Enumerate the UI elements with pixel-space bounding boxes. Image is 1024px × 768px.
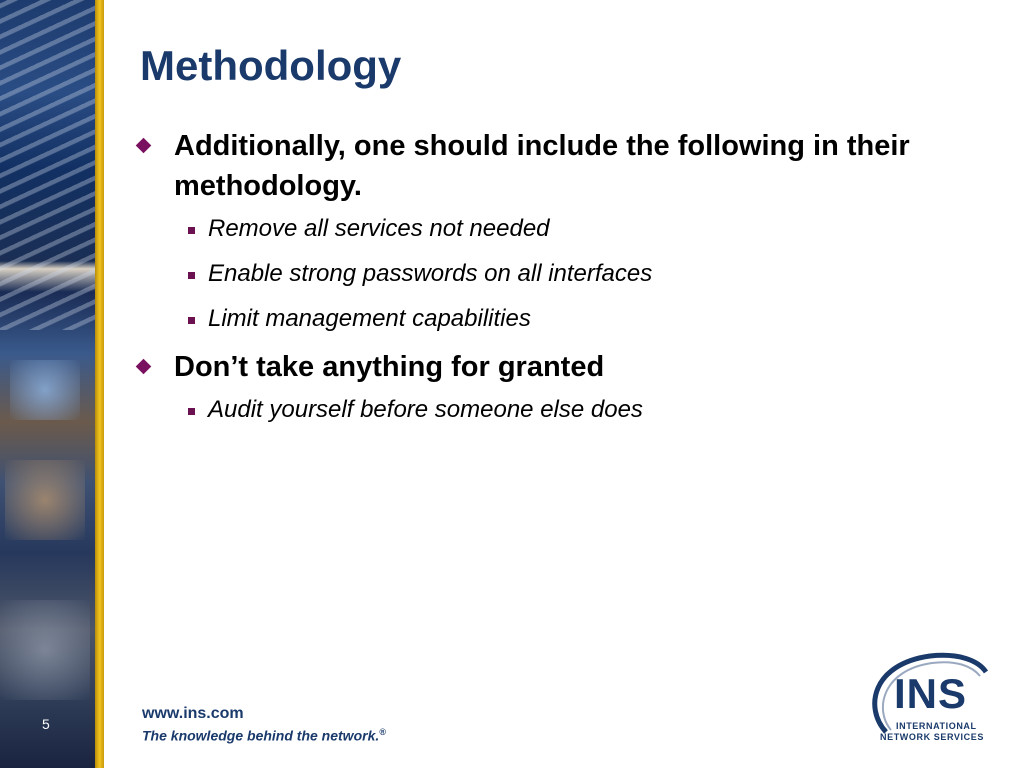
photo-stripes xyxy=(0,0,95,330)
bullet-text: Additionally, one should include the following in their methodology. xyxy=(174,130,910,202)
slide-title: Methodology xyxy=(140,42,402,89)
square-bullet-icon xyxy=(188,272,195,279)
logo-line-2: NETWORK SERVICES xyxy=(880,732,984,742)
photo-highlight xyxy=(5,460,85,540)
bullet-text: Don’t take anything for granted xyxy=(174,351,605,383)
sub-bullet-item xyxy=(138,257,958,291)
sub-bullet-text: Limit management capabilities xyxy=(208,305,531,332)
sub-bullet-text: Audit yourself before someone else does xyxy=(208,396,643,423)
sub-bullet-text: Enable strong passwords on all interfaces xyxy=(208,260,653,287)
footer-tagline xyxy=(142,727,386,744)
diamond-bullet-icon xyxy=(136,138,152,154)
gold-divider-bar xyxy=(95,0,104,768)
diamond-bullet-icon xyxy=(136,359,152,375)
footer-url: www.ins.com xyxy=(142,705,244,722)
bullet-item xyxy=(138,347,958,387)
ins-logo xyxy=(858,650,988,750)
logo-line-1: INTERNATIONAL xyxy=(896,721,977,731)
photo-highlight xyxy=(10,360,80,420)
sub-bullet-text: Remove all services not needed xyxy=(208,215,550,242)
sub-bullet-item xyxy=(138,212,958,246)
square-bullet-icon xyxy=(188,317,195,324)
tagline-text: The knowledge behind the network. xyxy=(142,727,380,744)
sub-bullet-item xyxy=(138,302,958,336)
logo-wordmark: INS xyxy=(894,670,968,717)
registered-mark: ® xyxy=(379,727,386,737)
page-number: 5 xyxy=(42,716,50,732)
bullet-list xyxy=(138,126,958,438)
sub-bullet-item xyxy=(138,393,958,427)
bullet-item xyxy=(138,126,958,206)
decorative-photo-strip xyxy=(0,0,95,768)
square-bullet-icon xyxy=(188,227,195,234)
photo-highlight xyxy=(0,600,90,700)
square-bullet-icon xyxy=(188,408,195,415)
